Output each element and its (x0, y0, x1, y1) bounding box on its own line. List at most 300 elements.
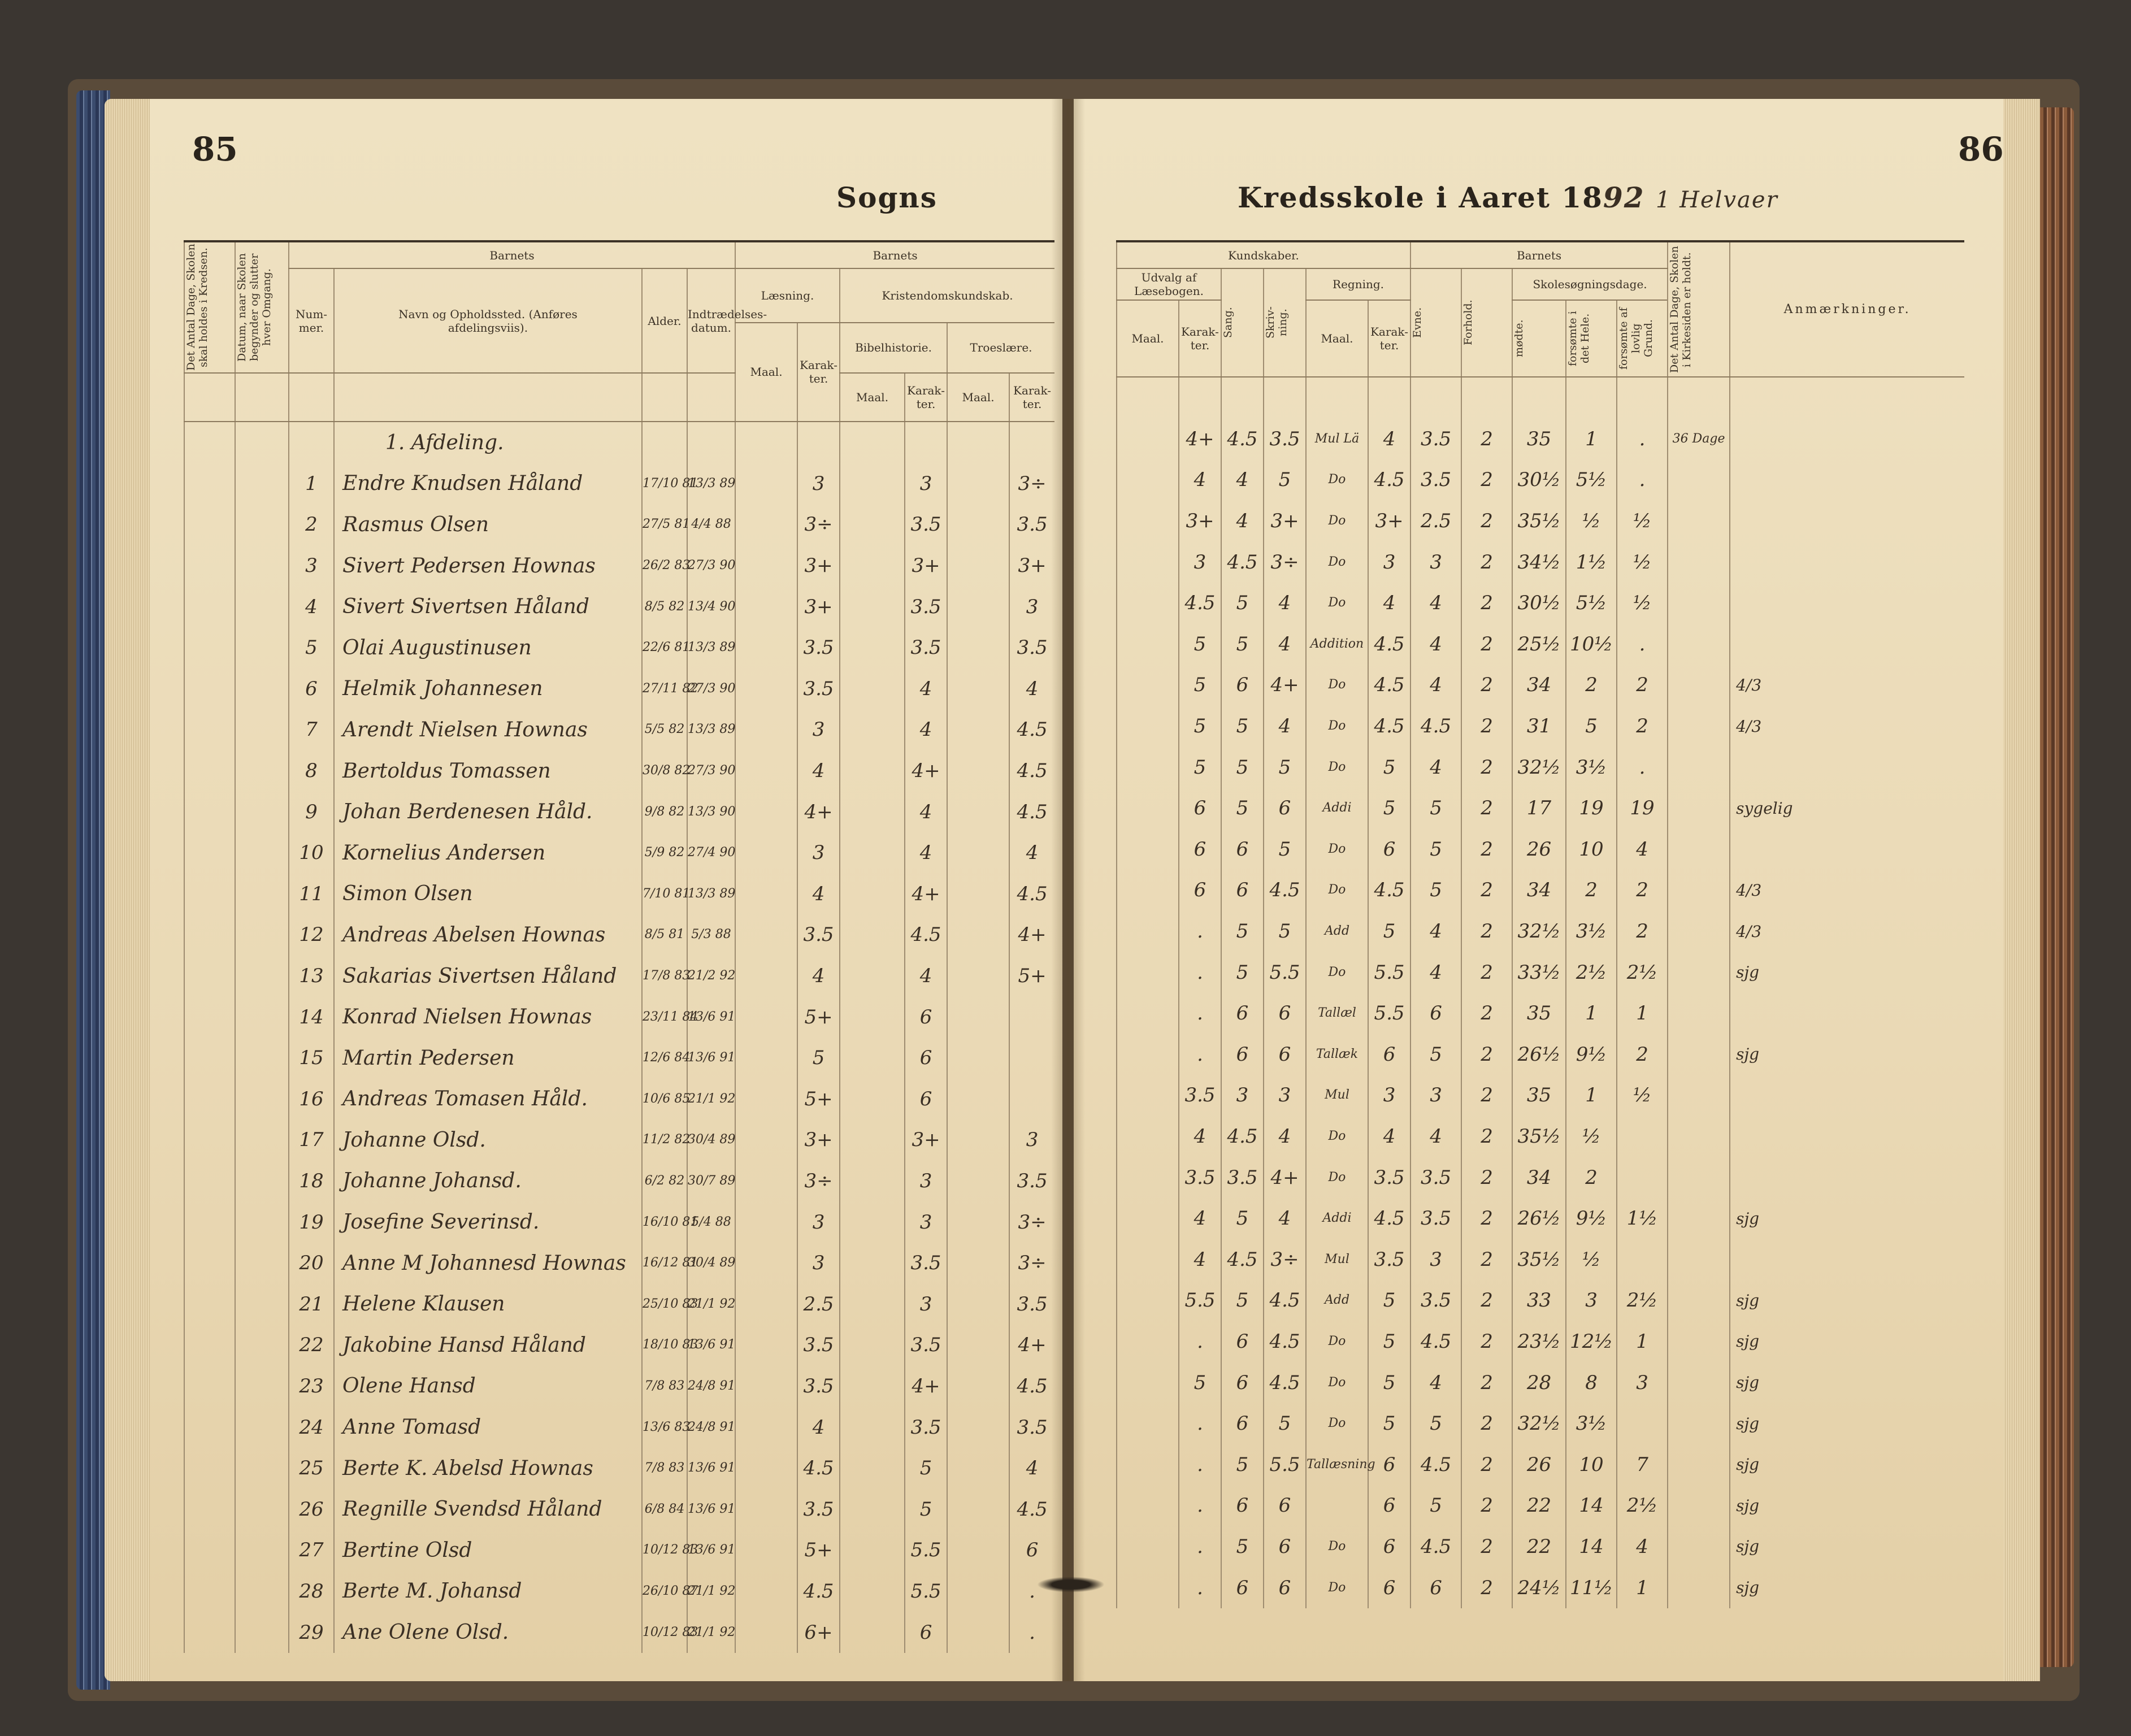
forsomte-hele-cell: 3½ (1566, 747, 1617, 788)
col-indtraedelse: Indtrædelses-datum. (687, 268, 735, 373)
moedte-cell: 26½ (1512, 1034, 1566, 1075)
name-cell: Simon Olsen (334, 874, 642, 915)
bibel-karakter-cell: 4+ (905, 874, 947, 915)
col-anm: Anmærkninger. (1730, 241, 1964, 377)
col-forsomte-hele: forsømte i det Hele. (1566, 300, 1617, 377)
bibel-karakter-cell: 6 (905, 1079, 947, 1120)
age-cell: 26/2 83 (642, 545, 687, 587)
spacer-cell (1410, 377, 1461, 419)
age-cell: 17/8 83 (642, 956, 687, 997)
number-cell: 3 (289, 545, 334, 587)
kirke-cell (1668, 952, 1730, 993)
regning-maal-cell: Do (1306, 747, 1368, 788)
udvalg-maal-cell (1117, 1321, 1179, 1362)
laesning-karakter-cell: 4+ (797, 791, 840, 832)
forsomte-hele-cell: 12½ (1566, 1321, 1617, 1362)
udvalg-karakter-cell: 6 (1179, 870, 1221, 911)
date-cell (235, 504, 289, 545)
troes-karakter-cell: 5+ (1009, 956, 1054, 997)
troes-maal-cell (947, 874, 1009, 915)
udvalg-maal-cell (1117, 624, 1179, 665)
regning-maal-cell: Do (1306, 459, 1368, 501)
anm-cell (1730, 624, 1964, 665)
laesning-maal-cell (735, 1325, 797, 1366)
col-bibel-maal: Maal. (840, 373, 905, 422)
name-cell: Martin Pedersen (334, 1038, 642, 1079)
forsomte-lovlig-cell: 4 (1617, 829, 1668, 870)
laesning-maal-cell (735, 996, 797, 1038)
left-table-row (184, 1038, 1054, 1079)
col-date: Datum, naar Skolen begynder og slutter hver Omgang. (235, 241, 289, 373)
kirke-cell (1668, 1526, 1730, 1568)
evne-cell: 4 (1410, 583, 1461, 624)
bibel-karakter-cell: 6 (905, 1038, 947, 1079)
col-bibel-karakter: Karak-ter. (905, 373, 947, 422)
name-cell: Bertine Olsd (334, 1530, 642, 1571)
anm-cell (1730, 1157, 1964, 1198)
regning-karakter-cell: 4.5 (1368, 624, 1410, 665)
date-cell (235, 709, 289, 750)
troes-karakter-cell: 3 (1009, 1119, 1054, 1161)
regning-maal-cell: Tallæsning (1306, 1444, 1368, 1485)
date-cell (235, 1283, 289, 1325)
right-table-row (1117, 706, 1964, 747)
left-table-row (184, 1325, 1054, 1366)
laesning-karakter-cell: 3 (797, 832, 840, 874)
forsomte-hele-cell: 1 (1566, 419, 1617, 460)
bibel-maal-cell (840, 1243, 905, 1284)
forhold-cell: 2 (1461, 1239, 1512, 1280)
left-table-row (184, 914, 1054, 956)
udvalg-maal-cell (1117, 1444, 1179, 1485)
udvalg-karakter-cell: . (1179, 1567, 1221, 1608)
col-skrivning: Skriv-ning. (1264, 268, 1306, 377)
regning-karakter-cell: 5 (1368, 1362, 1410, 1403)
forhold-cell: 2 (1461, 624, 1512, 665)
days-cell (184, 1038, 235, 1079)
col-kirke: Det Antal Dage, Skolen i Kirkesiden er holdt. (1668, 241, 1730, 377)
laesning-maal-cell (735, 709, 797, 750)
moedte-cell: 33½ (1512, 952, 1566, 993)
troes-karakter-cell: 3÷ (1009, 463, 1054, 505)
sang-cell: 5 (1221, 911, 1264, 952)
regning-maal-cell: Do (1306, 501, 1368, 542)
date-cell (235, 1201, 289, 1243)
kirke-cell (1668, 788, 1730, 829)
udvalg-karakter-cell: . (1179, 993, 1221, 1034)
right-table-row (1117, 911, 1964, 952)
udvalg-karakter-cell: 5 (1179, 1362, 1221, 1403)
number-cell: 10 (289, 832, 334, 874)
laesning-karakter-cell: 3.5 (797, 627, 840, 669)
sang-cell: 3.5 (1221, 1157, 1264, 1198)
age-cell: 23/11 84 (642, 996, 687, 1038)
regning-maal-cell: Tallæk (1306, 1034, 1368, 1075)
forsomte-hele-cell: 2 (1566, 1157, 1617, 1198)
forsomte-lovlig-cell: 2 (1617, 706, 1668, 747)
bibel-maal-cell (840, 1488, 905, 1530)
troes-maal-cell (947, 1283, 1009, 1325)
troes-maal-cell (947, 1038, 1009, 1079)
regning-karakter-cell: 4.5 (1368, 870, 1410, 911)
laesning-karakter-cell: 3 (797, 1243, 840, 1284)
col-moedte: mødte. (1512, 300, 1566, 377)
right-table-row (1117, 829, 1964, 870)
right-table-row (1117, 1485, 1964, 1526)
book-edge-right (2040, 107, 2074, 1667)
entry-date-cell: 21/1 92 (687, 1571, 735, 1612)
regning-karakter-cell: 6 (1368, 1526, 1410, 1568)
sang-cell: 4.5 (1221, 419, 1264, 460)
right-table-row (1117, 952, 1964, 993)
regning-maal-cell: Mul Lä (1306, 419, 1368, 460)
number-cell: 27 (289, 1530, 334, 1571)
forsomte-lovlig-cell: 1 (1617, 1321, 1668, 1362)
col-troes-maal: Maal. (947, 373, 1009, 422)
laesning-maal-cell (735, 1448, 797, 1489)
bibel-karakter-cell: 4 (905, 956, 947, 997)
udvalg-maal-cell (1117, 911, 1179, 952)
udvalg-karakter-cell: 4 (1179, 459, 1221, 501)
age-cell: 17/10 81 (642, 463, 687, 505)
entry-date-cell: 27/3 90 (687, 669, 735, 710)
col-kristendom: Kristendomskundskab. (840, 268, 1054, 323)
name-cell: Bertoldus Tomassen (334, 750, 642, 792)
age-cell: 10/12 83 (642, 1612, 687, 1653)
days-cell (184, 1448, 235, 1489)
sang-cell: 5 (1221, 1280, 1264, 1321)
heading-year: 92 (1603, 181, 1645, 214)
bibel-maal-cell (840, 1612, 905, 1653)
bibel-karakter-cell: 4+ (905, 750, 947, 792)
bibel-maal-cell (840, 1038, 905, 1079)
entry-date-cell: 13/3 89 (687, 874, 735, 915)
name-cell: Berte K. Abelsd Hownas (334, 1448, 642, 1489)
days-cell (184, 504, 235, 545)
udvalg-karakter-cell: 4 (1179, 1116, 1221, 1157)
col-alder-sub (642, 373, 687, 422)
bibel-maal-cell (840, 586, 905, 627)
regning-karakter-cell: 4 (1368, 583, 1410, 624)
days-cell (184, 750, 235, 792)
section-cell (797, 422, 840, 463)
moedte-cell: 33 (1512, 1280, 1566, 1321)
laesning-maal-cell (735, 914, 797, 956)
number-cell: 2 (289, 504, 334, 545)
udvalg-karakter-cell: . (1179, 1526, 1221, 1568)
kirke-cell (1668, 1567, 1730, 1608)
troes-karakter-cell: 4.5 (1009, 791, 1054, 832)
anm-cell (1730, 1075, 1964, 1116)
troes-maal-cell (947, 1161, 1009, 1202)
troes-karakter-cell: 4 (1009, 1448, 1054, 1489)
bibel-karakter-cell: 3 (905, 1283, 947, 1325)
col-troes-karakter: Karak-ter. (1009, 373, 1054, 422)
laesning-maal-cell (735, 750, 797, 792)
troes-karakter-cell: 4 (1009, 832, 1054, 874)
age-cell: 26/10 87 (642, 1571, 687, 1612)
number-cell: 17 (289, 1119, 334, 1161)
right-table-row (1117, 459, 1964, 501)
section-cell (642, 422, 687, 463)
regning-maal-cell: Do (1306, 1116, 1368, 1157)
col-navn: Navn og Opholdssted. (Anføres afdelingsviis). (334, 268, 642, 373)
laesning-karakter-cell: 4 (797, 750, 840, 792)
forsomte-hele-cell: 9½ (1566, 1198, 1617, 1239)
evne-cell: 3 (1410, 1239, 1461, 1280)
anm-cell (1730, 993, 1964, 1034)
age-cell: 12/6 84 (642, 1038, 687, 1079)
udvalg-karakter-cell: 4 (1179, 1198, 1221, 1239)
col-skolesoegning: Skolesøgningsdage. (1512, 268, 1668, 300)
forsomte-hele-cell: 3½ (1566, 911, 1617, 952)
forsomte-hele-cell: 1½ (1566, 541, 1617, 583)
moedte-cell: 35½ (1512, 501, 1566, 542)
troes-karakter-cell: 4.5 (1009, 874, 1054, 915)
forsomte-lovlig-cell: 2½ (1617, 952, 1668, 993)
date-cell (235, 627, 289, 669)
heading-place: 1 Helvaer (1655, 187, 1778, 213)
evne-cell: 3 (1410, 541, 1461, 583)
bibel-karakter-cell: 3.5 (905, 1243, 947, 1284)
kirke-cell (1668, 1157, 1730, 1198)
sang-cell: 5 (1221, 952, 1264, 993)
laesning-maal-cell (735, 1488, 797, 1530)
troes-maal-cell (947, 1407, 1009, 1448)
spacer-cell (1730, 377, 1964, 419)
skrivning-cell: 6 (1264, 993, 1306, 1034)
bibel-karakter-cell: 4 (905, 709, 947, 750)
regning-karakter-cell: 6 (1368, 1444, 1410, 1485)
kirke-cell (1668, 1321, 1730, 1362)
regning-maal-cell: Do (1306, 665, 1368, 706)
anm-cell: sjg (1730, 1362, 1964, 1403)
date-cell (235, 874, 289, 915)
forsomte-hele-cell: 19 (1566, 788, 1617, 829)
kirke-cell (1668, 1239, 1730, 1280)
entry-date-cell: 30/4 89 (687, 1243, 735, 1284)
age-cell: 8/5 82 (642, 586, 687, 627)
bibel-maal-cell (840, 996, 905, 1038)
forsomte-lovlig-cell (1617, 1116, 1668, 1157)
date-cell (235, 545, 289, 587)
date-cell (235, 586, 289, 627)
entry-date-cell: 30/7 89 (687, 1161, 735, 1202)
bibel-maal-cell (840, 627, 905, 669)
left-ledger-body (184, 422, 1054, 1653)
days-cell (184, 956, 235, 997)
troes-maal-cell (947, 669, 1009, 710)
regning-maal-cell: Addition (1306, 624, 1368, 665)
col-laesning: Læsning. (735, 268, 840, 323)
section-cell (840, 422, 905, 463)
right-table-row (1117, 1526, 1964, 1568)
troes-maal-cell (947, 1366, 1009, 1407)
laesning-karakter-cell: 3 (797, 1201, 840, 1243)
forsomte-hele-cell: 2½ (1566, 952, 1617, 993)
days-cell (184, 1612, 235, 1653)
bibel-karakter-cell: 3.5 (905, 1325, 947, 1366)
col-days-held-sub (184, 373, 235, 422)
evne-cell: 4.5 (1410, 1321, 1461, 1362)
forsomte-hele-cell: 2 (1566, 665, 1617, 706)
troes-maal-cell (947, 1448, 1009, 1489)
udvalg-maal-cell (1117, 952, 1179, 993)
number-cell: 14 (289, 996, 334, 1038)
forsomte-lovlig-cell (1617, 1239, 1668, 1280)
forhold-cell: 2 (1461, 911, 1512, 952)
forhold-cell: 2 (1461, 1075, 1512, 1116)
evne-cell: 3.5 (1410, 1280, 1461, 1321)
right-table-row (1117, 541, 1964, 583)
skrivning-cell: 4.5 (1264, 1321, 1306, 1362)
days-cell (184, 463, 235, 505)
left-table-row (184, 1407, 1054, 1448)
anm-cell (1730, 501, 1964, 542)
troes-karakter-cell: . (1009, 1571, 1054, 1612)
troes-maal-cell (947, 1530, 1009, 1571)
forsomte-lovlig-cell: . (1617, 747, 1668, 788)
sang-cell: 5 (1221, 706, 1264, 747)
left-table-row (184, 586, 1054, 627)
udvalg-maal-cell (1117, 1239, 1179, 1280)
col-kundskaber: Kundskaber. (1117, 241, 1410, 268)
evne-cell: 4 (1410, 624, 1461, 665)
days-cell (184, 1119, 235, 1161)
troes-karakter-cell (1009, 1038, 1054, 1079)
evne-cell: 5 (1410, 1485, 1461, 1526)
troes-maal-cell (947, 1325, 1009, 1366)
age-cell: 11/2 82 (642, 1119, 687, 1161)
udvalg-maal-cell (1117, 788, 1179, 829)
laesning-karakter-cell: 3 (797, 709, 840, 750)
regning-karakter-cell: 4.5 (1368, 706, 1410, 747)
date-cell (235, 1448, 289, 1489)
udvalg-karakter-cell: 3 (1179, 541, 1221, 583)
col-regning: Regning. (1306, 268, 1410, 300)
regning-maal-cell: Mul (1306, 1075, 1368, 1116)
number-cell: 22 (289, 1325, 334, 1366)
forsomte-hele-cell: ½ (1566, 1116, 1617, 1157)
anm-cell (1730, 747, 1964, 788)
laesning-karakter-cell: 3÷ (797, 504, 840, 545)
ink-smudge (1037, 1577, 1105, 1592)
kirke-cell (1668, 583, 1730, 624)
anm-cell: sjg (1730, 1485, 1964, 1526)
kirke-cell (1668, 1280, 1730, 1321)
entry-date-cell: 13/6 91 (687, 1448, 735, 1489)
laesning-maal-cell (735, 1161, 797, 1202)
col-udvalg: Udvalg af Læsebogen. (1117, 268, 1221, 300)
forhold-cell: 2 (1461, 1567, 1512, 1608)
troes-karakter-cell: 3+ (1009, 545, 1054, 587)
udvalg-maal-cell (1117, 870, 1179, 911)
anm-cell: 4/3 (1730, 665, 1964, 706)
skrivning-cell: 4.5 (1264, 1280, 1306, 1321)
number-cell: 28 (289, 1571, 334, 1612)
col-alder: Alder. (642, 268, 687, 373)
bibel-maal-cell (840, 832, 905, 874)
evne-cell: 4 (1410, 1116, 1461, 1157)
regning-karakter-cell: 4 (1368, 1116, 1410, 1157)
troes-maal-cell (947, 504, 1009, 545)
col-barnets: Barnets (289, 241, 735, 268)
date-cell (235, 1407, 289, 1448)
udvalg-maal-cell (1117, 459, 1179, 501)
udvalg-maal-cell (1117, 1198, 1179, 1239)
age-cell: 5/9 82 (642, 832, 687, 874)
kirke-cell (1668, 870, 1730, 911)
age-cell: 27/11 82 (642, 669, 687, 710)
udvalg-maal-cell (1117, 747, 1179, 788)
evne-cell: 4.5 (1410, 1444, 1461, 1485)
evne-cell: 4 (1410, 665, 1461, 706)
number-cell: 9 (289, 791, 334, 832)
col-barnets-r: Barnets (1410, 241, 1668, 268)
troes-maal-cell (947, 1119, 1009, 1161)
forhold-cell: 2 (1461, 419, 1512, 460)
regning-maal-cell: Do (1306, 1321, 1368, 1362)
udvalg-maal-cell (1117, 1075, 1179, 1116)
laesning-karakter-cell: 3.5 (797, 914, 840, 956)
skrivning-cell: 4.5 (1264, 870, 1306, 911)
laesning-maal-cell (735, 627, 797, 669)
laesning-karakter-cell: 3.5 (797, 1366, 840, 1407)
bibel-karakter-cell: 5 (905, 1488, 947, 1530)
troes-karakter-cell: 6 (1009, 1530, 1054, 1571)
bibel-maal-cell (840, 709, 905, 750)
days-cell (184, 1488, 235, 1530)
anm-cell: sjg (1730, 952, 1964, 993)
entry-date-cell: 13/4 90 (687, 586, 735, 627)
date-cell (235, 1325, 289, 1366)
troes-maal-cell (947, 914, 1009, 956)
anm-cell (1730, 829, 1964, 870)
sang-cell: 4.5 (1221, 1239, 1264, 1280)
troes-maal-cell (947, 1488, 1009, 1530)
regning-maal-cell: Do (1306, 1403, 1368, 1444)
troes-karakter-cell: . (1009, 1612, 1054, 1653)
sang-cell: 6 (1221, 665, 1264, 706)
troes-maal-cell (947, 1201, 1009, 1243)
anm-cell (1730, 541, 1964, 583)
anm-cell: sjg (1730, 1444, 1964, 1485)
right-page-heading (1238, 181, 1778, 214)
udvalg-karakter-cell: . (1179, 1444, 1221, 1485)
page-edges-left (105, 99, 150, 1681)
spacer-cell (1368, 377, 1410, 419)
forsomte-lovlig-cell (1617, 1157, 1668, 1198)
section-cell (687, 422, 735, 463)
right-table-row (1117, 1280, 1964, 1321)
regning-karakter-cell: 4.5 (1368, 459, 1410, 501)
days-cell (184, 1079, 235, 1120)
number-cell: 13 (289, 956, 334, 997)
udvalg-karakter-cell: 3.5 (1179, 1157, 1221, 1198)
bibel-maal-cell (840, 1571, 905, 1612)
number-cell: 20 (289, 1243, 334, 1284)
moedte-cell: 30½ (1512, 583, 1566, 624)
skrivning-cell: 5 (1264, 747, 1306, 788)
kirke-cell (1668, 1034, 1730, 1075)
heading-prefix: Kredsskole i Aaret 18 (1238, 181, 1603, 214)
moedte-cell: 32½ (1512, 1403, 1566, 1444)
bibel-maal-cell (840, 1407, 905, 1448)
troes-karakter-cell: 3.5 (1009, 1161, 1054, 1202)
udvalg-maal-cell (1117, 1157, 1179, 1198)
bibel-karakter-cell: 4.5 (905, 914, 947, 956)
name-cell: Jakobine Hansd Håland (334, 1325, 642, 1366)
